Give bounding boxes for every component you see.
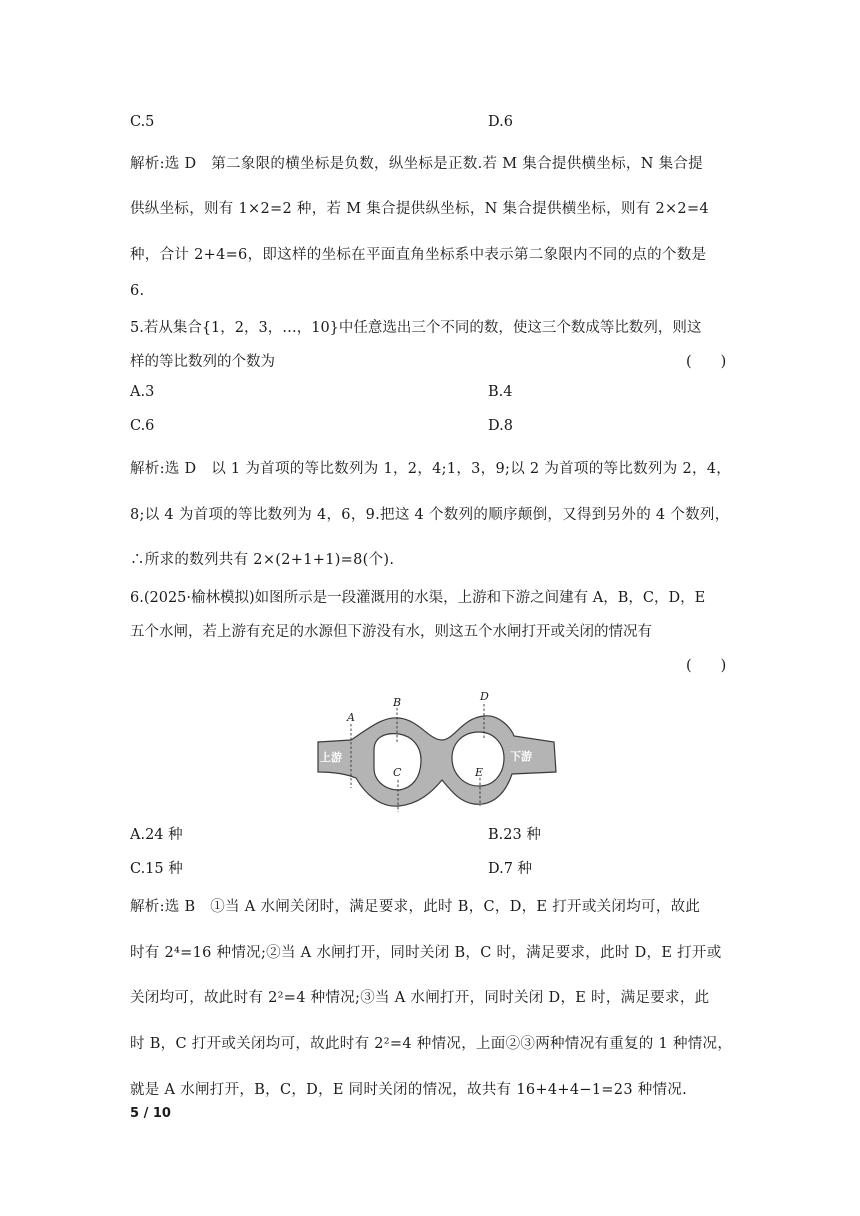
solution-line: 时 B，C 打开或关闭均可，故此时有 2²=4 种情况，上面②③两种情况有重复的 1 种情况， [130,1036,733,1052]
upstream-label: 上游 [320,751,342,764]
gate-label-d: D [480,690,489,703]
answer-bracket: ( ) [686,354,727,370]
answer-bracket: ( ) [686,658,727,674]
irrigation-channel-figure [314,688,568,812]
option-d: D.8 [488,418,513,434]
option-c: C.6 [130,418,155,434]
question-line: 5.若从集合{1，2，3，…，10}中任意选出三个不同的数，使这三个数成等比数列，则这 [130,320,702,336]
solution-line: 就是 A 水闸打开，B，C，D，E 同时关闭的情况，故共有 16+4+4−1=23 种情况. [130,1082,688,1098]
page-number: 5 / 10 [130,1106,171,1121]
option-b: B.23 种 [488,827,541,843]
solution-line: 种，合计 2+4=6，即这样的坐标在平面直角坐标系中表示第二象限内不同的点的个数是 [130,247,707,263]
option-c: C.5 [130,114,155,130]
solution-line: 解析:选 D 第二象限的横坐标是负数，纵坐标是正数.若 M 集合提供横坐标，N 集合提 [130,156,703,172]
solution-line: ∴所求的数列共有 2×(2+1+1)=8(个). [130,552,395,568]
gate-label-b: B [393,696,402,709]
solution-line: 时有 2⁴=16 种情况;②当 A 水闸打开，同时关闭 B，C 时，满足要求，此时 D，E 打开或 [130,945,722,961]
option-d: D.6 [488,114,513,130]
downstream-label: 下游 [510,750,532,763]
option-a: A.24 种 [130,827,183,843]
option-c: C.15 种 [130,861,183,877]
solution-line: 供纵坐标，则有 1×2=2 种，若 M 集合提供纵坐标，N 集合提供横坐标，则有 2×2=4 [130,201,709,217]
gate-label-a: A [347,711,355,724]
solution-line: 8;以 4 为首项的等比数列为 4，6，9.把这 4 个数列的顺序颠倒，又得到另外的 4 个数列， [130,507,730,523]
solution-line: 6. [130,283,145,299]
solution-line: 解析:选 B ①当 A 水闸关闭时，满足要求，此时 B，C，D，E 打开或关闭均可，故此 [130,899,701,915]
option-b: B.4 [488,384,513,400]
solution-line: 解析:选 D 以 1 为首项的等比数列为 1，2，4;1，3，9;以 2 为首项的等比数列为 2，4， [130,461,732,477]
gate-label-c: C [393,766,402,779]
question-line: 五个水闸，若上游有充足的水源但下游没有水，则这五个水闸打开或关闭的情况有 [130,624,652,640]
question-line: 样的等比数列的个数为 [130,354,275,370]
solution-line: 关闭均可，故此时有 2²=4 种情况;③当 A 水闸打开，同时关闭 D，E 时，满足要求，此 [130,990,710,1006]
option-d: D.7 种 [488,861,533,877]
option-a: A.3 [130,384,155,400]
gate-label-e: E [475,766,484,779]
question-line: 6.(2025·榆林模拟)如图所示是一段灌溉用的水渠，上游和下游之间建有 A，B，C，D，E [130,590,706,606]
